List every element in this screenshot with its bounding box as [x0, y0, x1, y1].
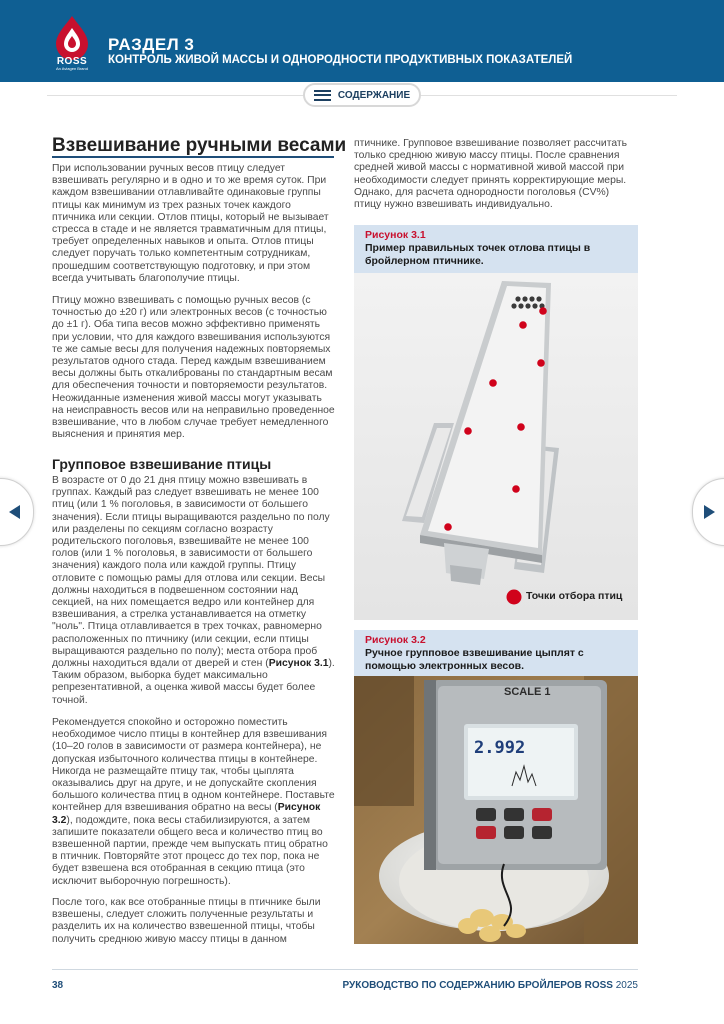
paragraph-right: птичнике. Групповое взвешивание позволяет рассчитать только среднюю живую массу птицы. После сравнения средней живой массы с нормативной живой массой при необходимости следует принять корректирующие меры. Однако, для расчета однородности поголовья (CV%) птицу нужно взвешивать индивидуально.: [354, 138, 627, 211]
paragraph-3: [52, 475, 336, 707]
figure-3-2-image: [354, 676, 638, 944]
figure-3-1-legend: Точки отбора птиц: [526, 590, 623, 602]
prev-page-button[interactable]: [0, 478, 34, 546]
paragraph-4-text: Рекомендуется спокойно и осторожно поместить необходимое число птицы в контейнер для взвешивания (10–20 голов в зависимости от размера контейнера), не допуская избыточного количества птицы в контейнере. Никогда не размещайте птицу так, чтобы цыплята оказывались друг на друге, и не допускайте скопления большого количества птиц в одном контейнере. Поставьте контейнер для взвешивания обратно на весы (: [52, 717, 335, 814]
paragraph-3-text-end: ). Таким образом, выборка будет максимально репрезентативной, а оценка живой массы будет более точной.: [52, 658, 335, 706]
electronic-scale-photo: [354, 676, 638, 944]
contents-button-label: СОДЕРЖАНИЕ: [337, 89, 411, 101]
menu-icon: [314, 90, 331, 101]
figure-3-1-caption-box: [354, 225, 638, 273]
figure-3-2-reference[interactable]: Рисунок 3.2: [52, 802, 321, 826]
broiler-house-diagram: [354, 273, 638, 620]
figure-3-2-number: Рисунок 3.2: [365, 634, 426, 646]
page-header: [0, 0, 724, 82]
paragraph-1: При использовании ручных весов птицу следует взвешивать регулярно и в одно и то же время суток. При каждом взвешивании отлавливайте одинаковые группы птицы как минимум из трех разных точек каждого птичника или секции. Отлов птицы, который не вызывает стресса в стаде и не является травматичным для птицы, требует определенных навыков и опыта. Отлов птицы следует поручать только компетентным сотрудникам, прошедшим соответствующую подготовку, и при этом всегда учитывать благополучие птицы.: [52, 163, 329, 284]
chevron-right-icon: [704, 505, 715, 519]
figure-3-2-caption: [365, 634, 615, 673]
logo-text: ROSS: [56, 56, 88, 67]
footer-title: [342, 980, 638, 991]
ross-logo: [48, 14, 96, 72]
contents-button[interactable]: [303, 83, 421, 107]
scale-display-value: 2.992: [474, 738, 526, 758]
next-page-button[interactable]: [692, 478, 724, 546]
figure-3-1-number: Рисунок 3.1: [365, 229, 426, 241]
figure-3-1-reference[interactable]: Рисунок 3.1: [268, 658, 329, 670]
figure-3-1-image: [354, 273, 638, 620]
paragraph-5: После того, как все отобранные птицы в птичнике были взвешены, следует сложить полученные результаты и разделить их на количество взвешенной птицы, чтобы получить среднюю живую массу птицы в данном: [52, 897, 321, 945]
paragraph-3-text: В возрасте от 0 до 21 дня птицу можно взвешивать в группах. Каждый раз следует взвешивать не менее 100 птиц (или 1 % поголовья, в зависимости от большего значения). Если птицы выращиваются раздельно по полу или разделены по секциям согласно возрасту родительского поголовья, взвешивайте не менее 100 голов (или 1 % поголовья, в зависимости от большего значения) каждого пола или каждой группы. Птицу отловите с помощью рамы для отлова или секции. Весы должны находиться в подвешенном состоянии над секцией, на них помещается ведро или контейнер для взвешивания, а стрелка устанавливается на отметку "ноль". Птица отлавливается в трех точках, равномерно расположенных по птичнику (или секции, если птицы выращиваются раздельно по полу); места отбора проб должны находиться вдали от дверей и стен (: [52, 475, 330, 670]
chevron-left-icon: [9, 505, 20, 519]
figure-3-2-caption-text: Ручное групповое взвешивание цыплят с помощью электронных весов.: [365, 647, 584, 672]
subheading: Групповое взвешивание птицы: [52, 456, 272, 472]
figure-3-2-caption-box: [354, 630, 638, 676]
section-subtitle: КОНТРОЛЬ ЖИВОЙ МАССЫ И ОДНОРОДНОСТИ ПРОДУКТИВНЫХ ПОКАЗАТЕЛЕЙ: [108, 54, 573, 66]
paragraph-2: Птицу можно взвешивать с помощью ручных весов (с точностью до ±20 г) или электронных весов (с точностью до ±1 г). Оба типа весов можно эффективно применять при условии, что для каждого взвешивания используются те же самые весы для получения надежных повторяемых результатов одного стада. Перед каждым взвешиванием весы должны быть откалиброваны по стандартным весам для обеспечения точности и повторяемости результатов. Неожиданные изменения живой массы могут указывать на неисправность весов или на неправильно проведенное взвешивание, что в любом случае требует немедленного выяснения и принятия мер.: [52, 295, 335, 441]
paragraph-4: [52, 717, 336, 888]
footer-divider: [52, 969, 638, 970]
scale-label: SCALE 1: [504, 686, 551, 698]
figure-3-1-caption-text: Пример правильных точек отлова птицы в бройлерном птичнике.: [365, 242, 591, 267]
heading-underline: [52, 156, 334, 158]
section-title: РАЗДЕЛ 3: [108, 35, 195, 54]
logo-subtext: An Aviagen Brand: [56, 66, 88, 71]
figure-3-1-caption: [365, 229, 638, 268]
footer-year: 2025: [615, 980, 638, 991]
footer-title-text: РУКОВОДСТВО ПО СОДЕРЖАНИЮ БРОЙЛЕРОВ ROSS: [342, 980, 613, 991]
page-number: 38: [52, 980, 64, 991]
page-heading: Взвешивание ручными весами: [52, 135, 347, 156]
paragraph-4-text-end: ), подождите, пока весы стабилизируются, а затем запишите показатели общего веса и количество птиц во взвешенной партии, прежде чем выпускать птиц обратно в птичник. Повторяйте этот процесс до тех пор, пока не будет взвешена вся отобранная в секцию птица (это исключит выборочную погрешность).: [52, 814, 328, 887]
legend-marker: [507, 590, 522, 605]
